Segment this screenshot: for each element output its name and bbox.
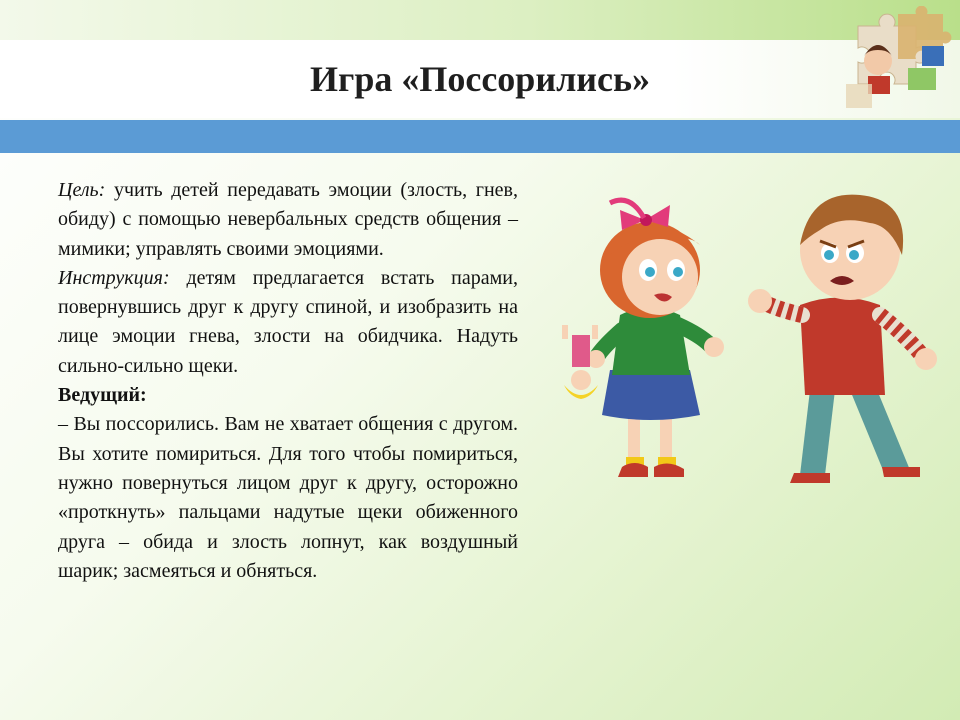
leader-label: Ведущий: xyxy=(58,384,147,407)
top-band xyxy=(0,0,960,40)
body-text xyxy=(58,176,518,586)
goal-text: учить детей передавать эмоции (злость, гнев, обиду) с помощью невербальных средств общения – мимики; управлять своими эмоциями. xyxy=(58,179,518,260)
leader-text: – Вы поссорились. Вам не хватает общения с другом. Вы хотите помириться. Для того чтобы помириться, нужно повернуться лицом друг к другу, осторожно «проткнуть» пальцами надутые щеки обиженного друга – обида и злость лопнут, как воздушный шарик; засмеяться и обняться. xyxy=(58,413,518,582)
puzzle-photo-icon xyxy=(838,6,956,114)
instruction-label: Инструкция: xyxy=(58,266,170,289)
goal-paragraph xyxy=(58,176,518,264)
blue-divider-bar xyxy=(0,120,960,153)
quarreling-children-illustration xyxy=(550,175,950,495)
boy-figure xyxy=(748,195,937,483)
girl-figure xyxy=(562,200,724,477)
goal-label: Цель: xyxy=(58,179,106,201)
instruction-paragraph xyxy=(58,264,518,381)
instruction-text: детям предлагается встать парами, повернувшись друг к другу спиной, и изобразить на лице эмоции гнева, злости на обидчика. Надуть сильно-сильно щеки. xyxy=(58,266,518,377)
slide-title: Игра «Поссорились» xyxy=(309,59,651,99)
